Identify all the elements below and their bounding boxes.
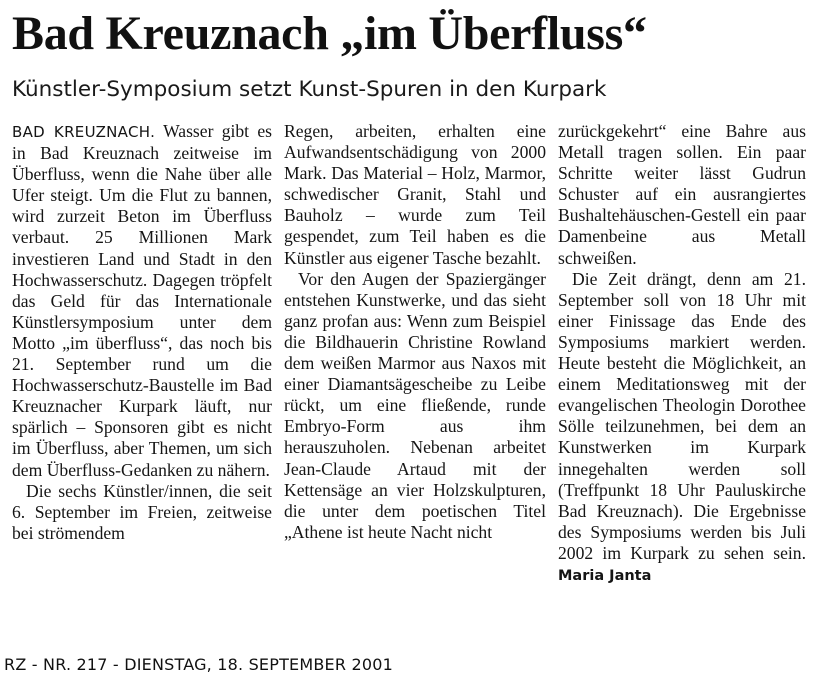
dateline: BAD KREUZNACH. (12, 123, 156, 141)
article-column-1 (12, 121, 272, 544)
paragraph-text: Wasser gibt es in Bad Kreuznach zeitweise im Überfluss, wenn die Nahe über alle Ufer steigt. Um die Flut zu bannen, wird zurzeit Beton im Überfluss verbaut. 25 Millionen Mark investieren Land und Stadt in den Hochwasserschutz. Dagegen tröpfelt das Geld für das Internationale Künstlersymposium unter dem Motto „im überfluss“, das noch bis 21. September rund um die Hochwasserschutz-Baustelle im Bad Kreuznacher Kurpark läuft, nur spärlich – Sponsoren gibt es nicht im Überfluss, aber Themen, um sich dem Überfluss-Gedanken zu nähern. (12, 121, 272, 480)
paragraph: Regen, arbeiten, erhalten eine Aufwandsentschädigung von 2000 Mark. Das Material – Holz, Marmor, schwedischer Granit, Stahl und Bauholz – wurde zum Teil gespendet, zum Teil haben es die Künstler aus eigener Tasche bezahlt. (284, 121, 546, 268)
publication-footer: RZ - NR. 217 - DIENSTAG, 18. SEPTEMBER 2001 (4, 655, 393, 674)
paragraph: Vor den Augen der Spaziergänger entstehen Kunstwerke, und das sieht ganz profan aus: Wenn zum Beispiel die Bildhauerin Christine Rowland dem weißen Marmor aus Naxos mit einer Diamantsägescheibe zu Leibe rückt, um eine fließende, runde Embryo-Form aus ihm herauszuholen. Nebenan arbeitet Jean-Claude Artaud mit der Kettensäge an vier Holzskulpturen, die unter dem poetischen Titel „Athene ist heute Nacht nicht (284, 268, 546, 542)
paragraph: zurückgekehrt“ eine Bahre aus Metall tragen sollen. Ein paar Schritte weiter lässt Gudrun Schuster auf ein ausrangiertes Bushaltehäuschen-Gestell ein paar Damenbeine aus Metall schweißen. (558, 121, 806, 268)
subheadline: Künstler-Symposium setzt Kunst-Spuren in den Kurpark (12, 77, 607, 102)
article-column-3 (558, 121, 806, 587)
paragraph-text: Die Zeit drängt, denn am 21. September soll von 18 Uhr mit einer Finissage das Ende des Symposiums markiert werden. Heute besteht die Möglichkeit, an einem Meditationsweg mit der evangelischen Theologin Dorothee Sölle teilzunehmen, bei dem an Kunstwerken im Kurpark innegehalten werden soll (Treffpunkt 18 Uhr Pauluskirche Bad Kreuznach). Die Ergebnisse des Symposiums werden bis Juli 2002 im Kurpark zu sehen sein. (558, 268, 806, 563)
paragraph (558, 269, 806, 587)
paragraph: Die sechs Künstler/innen, die seit 6. September im Freien, zeitweise bei strömendem (12, 480, 272, 543)
article-column-2 (284, 121, 546, 543)
headline: Bad Kreuznach „im Überfluss“ (12, 7, 647, 60)
paragraph (12, 121, 272, 481)
byline: Maria Janta (558, 567, 652, 584)
